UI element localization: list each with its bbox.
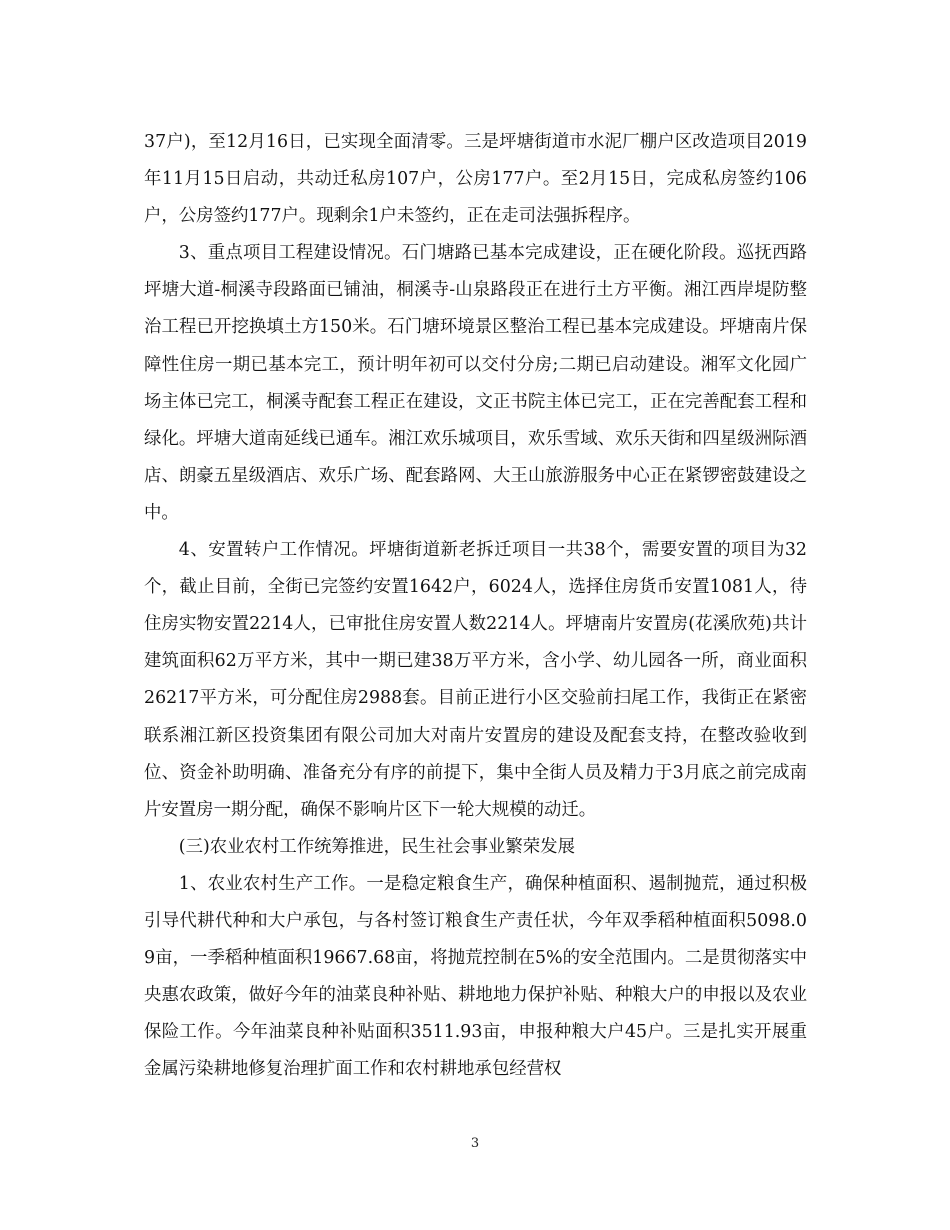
section-heading-agriculture: (三)农业农村工作统筹推进，民生社会事业繁荣发展 [178,836,575,857]
paragraph-key-projects: 3、重点项目工程建设情况。石门塘路已基本完成建设，正在硬化阶段。巡抚西路坪塘大道-桐溪寺段路面已铺油，桐溪寺-山泉路段正在进行土方平衡。湘江西岸堤防整治工程已开挖换填土方150米。石门塘环境景区整治工程已基本完成建设。坪塘南片保障性住房一期已基本完工，预计明年初可以交付分房;二期已启动建设。湘军文化园广场主体已完工，桐溪寺配套工程正在建设，文正书院主体已完工，正在完善配套工程和绿化。坪塘大道南延线已通车。湘江欢乐城项目，欢乐雪域、欢乐天街和四星级洲际酒店、朗豪五星级酒店、欢乐广场、配套路网、大王山旅游服务中心正在紧锣密鼓建设之中。 [144,243,807,523]
paragraph-agriculture-production: 1、农业农村生产工作。一是稳定粮食生产，确保种植面积、遏制抛荒，通过积极引导代耕代种和大户承包，与各村签订粮食生产责任状，今年双季稻种植面积5098.09亩，一季稻种植面积19667.68亩，将抛荒控制在5%的安全范围内。二是贯彻落实中央惠农政策，做好今年的油菜良种补贴、耕地地力保护补贴、种粮大户的申报以及农业保险工作。今年油菜良种补贴面积3511.93亩，申报种粮大户45户。三是扎实开展重金属污染耕地修复治理扩面工作和农村耕地承包经营权 [144,873,807,1080]
paragraph-continuation: 37户)，至12月16日，已实现全面清零。三是坪塘街道市水泥厂棚户区改造项目2019年11月15日启动，共动迁私房107户，公房177户。至2月15日，完成私房签约106户，公房签约177户。现剩余1户未签约，正在走司法强拆程序。 [144,132,807,227]
body-text [144,124,807,1088]
page-number: 3 [470,1136,480,1151]
paragraph-resettlement: 4、安置转户工作情况。坪塘街道新老拆迁项目一共38个，需要安置的项目为32个，截止目前，全街已完签约安置1642户，6024人，选择住房货币安置1081人，待住房实物安置2214人，已审批住房安置人数2214人。坪塘南片安置房(花溪欣苑)共计建筑面积62万平方米，其中一期已建38万平方米，含小学、幼儿园各一所，商业面积26217平方米，可分配住房2988套。目前正进行小区交验前扫尾工作，我街正在紧密联系湘江新区投资集团有限公司加大对南片安置房的建设及配套支持，在整改验收到位、资金补助明确、准备充分有序的前提下，集中全街人员及精力于3月底之前完成南片安置房一期分配，确保不影响片区下一轮大规模的动迁。 [144,540,807,820]
